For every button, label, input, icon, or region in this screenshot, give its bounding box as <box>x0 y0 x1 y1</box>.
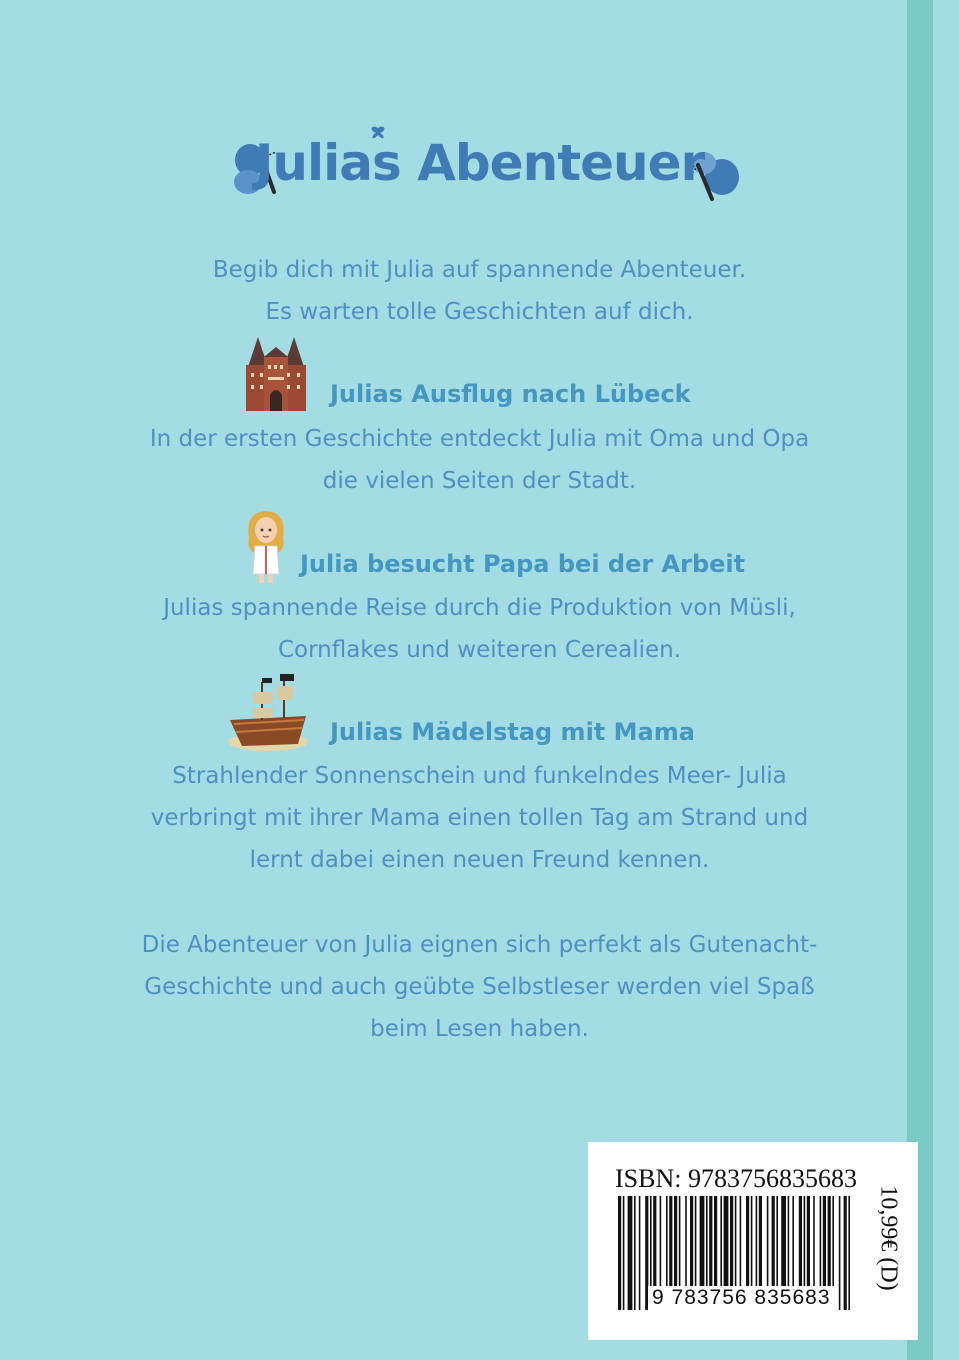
story-line: Julias spannende Reise durch die Produktion von Müsli, <box>163 595 796 621</box>
title-container <box>0 128 959 208</box>
barcode-bar <box>623 1196 625 1310</box>
intro-line: Begib dich mit Julia auf spannende Abenteuer. <box>212 257 747 283</box>
barcode-bar <box>844 1196 847 1310</box>
book-title: Julias Abenteuer <box>254 134 705 192</box>
story-line: lernt dabei einen neuen Freund kennen. <box>249 847 710 873</box>
story-line: verbringt mit ihrer Mama einen tollen Tag am Strand und <box>150 805 809 831</box>
isbn-label: ISBN: 9783756835683 <box>615 1164 857 1193</box>
story-heading-mama: Julias Mädelstag mit Mama <box>330 718 695 746</box>
barcode-box <box>588 1142 918 1340</box>
story-description-luebeck <box>0 418 959 502</box>
girl-lab-coat-icon <box>243 508 289 586</box>
barcode-bar <box>639 1196 641 1310</box>
story-description-papa <box>0 587 959 671</box>
intro-text <box>0 249 959 333</box>
price-label: 10,99€ (D) <box>875 1185 902 1291</box>
intro-line: Es warten tolle Geschichten auf dich. <box>265 299 694 325</box>
outro-line: beim Lesen haben. <box>370 1016 589 1042</box>
outro-line: Geschichte und auch geübte Selbstleser werden viel Spaß <box>144 974 815 1000</box>
story-line: Cornflakes und weiteren Cerealien. <box>277 637 682 663</box>
barcode-bar <box>634 1196 636 1310</box>
barcode-bar <box>848 1196 850 1310</box>
story-heading-papa: Julia besucht Papa bei der Arbeit <box>300 550 746 578</box>
story-line: In der ersten Geschichte entdeckt Julia mit Oma und Opa <box>149 426 810 452</box>
story-line: Strahlender Sonnenschein und funkelndes Meer- Julia <box>172 763 787 789</box>
pirate-ship-icon <box>222 672 312 756</box>
story-line: die vielen Seiten der Stadt. <box>322 468 637 494</box>
outro-text <box>0 924 959 1050</box>
barcode-bar <box>628 1196 633 1310</box>
barcode-bar <box>839 1196 841 1310</box>
story-heading-luebeck: Julias Ausflug nach Lübeck <box>330 380 691 408</box>
story-description-mama <box>0 755 959 881</box>
outro-line: Die Abenteuer von Julia eignen sich perfekt als Gutenacht- <box>141 932 818 958</box>
barcode-digits: 9 783756 835683 <box>648 1286 835 1310</box>
barcode-bar <box>618 1196 621 1310</box>
holstentor-icon <box>242 337 310 411</box>
